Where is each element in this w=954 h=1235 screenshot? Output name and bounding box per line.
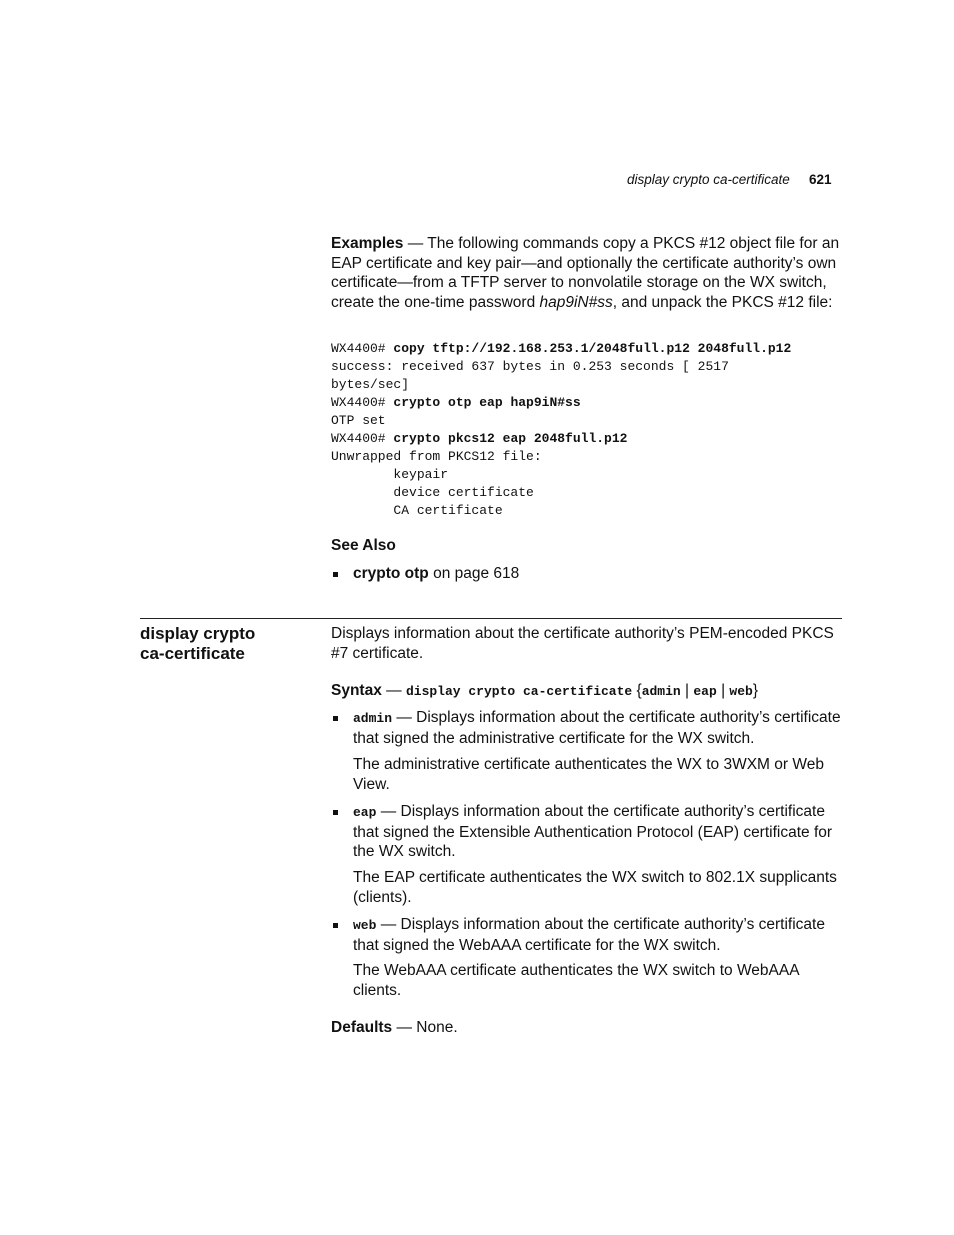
option-description: — Displays information about the certificate authority’s certificate that signed the WebAAA certificate for the WX switch.: [353, 916, 825, 954]
examples-password: hap9iN#ss: [539, 293, 613, 311]
code-line: keypair: [331, 467, 449, 482]
code-line: [331, 340, 791, 358]
code-line: device certificate: [331, 485, 534, 500]
code-line: [331, 394, 791, 412]
defaults-text: — None.: [392, 1019, 458, 1036]
syntax-brace-open: {: [632, 682, 642, 699]
examples-label: Examples: [331, 235, 404, 252]
option-item-admin: [353, 708, 841, 748]
code-prompt: WX4400#: [331, 341, 394, 356]
defaults-label: Defaults: [331, 1019, 393, 1036]
syntax-option-eap: eap: [693, 684, 717, 699]
syntax-line: [331, 681, 841, 702]
syntax-option-web: web: [729, 684, 753, 699]
examples-dash: —: [403, 235, 428, 252]
code-line: [331, 430, 791, 448]
see-also-heading: See Also: [331, 537, 396, 554]
section-divider: [140, 618, 842, 619]
code-line: Unwrapped from PKCS12 file:: [331, 449, 542, 464]
bullet-icon: [333, 923, 338, 928]
code-line: OTP set: [331, 413, 386, 428]
code-line: success: received 637 bytes in 0.253 seconds [ 2517: [331, 359, 729, 374]
section-heading: [140, 624, 310, 663]
code-prompt: WX4400#: [331, 395, 394, 410]
code-line: CA certificate: [331, 503, 503, 518]
option-item-web: [353, 915, 841, 955]
syntax-dash: —: [381, 682, 406, 699]
defaults-line: [331, 1018, 841, 1038]
option-description: — Displays information about the certificate authority’s certificate that signed the Extensible Authentication Protocol (EAP) certificate for the WX switch.: [353, 803, 833, 860]
examples-paragraph: [331, 234, 841, 312]
option-keyword: admin: [353, 711, 393, 726]
code-command: crypto otp eap hap9iN#ss: [393, 395, 581, 410]
examples-text-before: The following commands copy a PKCS #12 object file for an EAP certificate and key pair—and optionally the certificate authority’s own certificate—from a TFTP server to nonvolatile storage on the WX switch, create the one-time password: [331, 235, 840, 311]
code-line: bytes/sec]: [331, 377, 410, 392]
bullet-icon: [333, 572, 338, 577]
section-description: Displays information about the certificate authority’s PEM-encoded PKCS #7 certificate.: [331, 625, 834, 662]
code-command: crypto pkcs12 eap 2048full.p12: [393, 431, 628, 446]
option-note: The administrative certificate authenticates the WX to 3WXM or Web View.: [353, 756, 824, 793]
code-prompt: WX4400#: [331, 431, 394, 446]
syntax-command: display crypto ca-certificate: [405, 684, 633, 699]
syntax-brace-close: }: [752, 682, 758, 699]
option-description: — Displays information about the certificate authority’s certificate that signed the administrative certificate for the WX switch.: [353, 709, 841, 747]
option-keyword: web: [353, 918, 377, 933]
bullet-icon: [333, 716, 338, 721]
option-item-eap: [353, 802, 841, 862]
syntax-option-admin: admin: [641, 684, 681, 699]
see-also-page-ref: on page 618: [428, 565, 520, 582]
syntax-separator: |: [680, 682, 694, 699]
syntax-separator: |: [716, 682, 730, 699]
see-also-link[interactable]: crypto otp: [353, 565, 429, 582]
see-also-item[interactable]: [353, 564, 841, 584]
option-note: The WebAAA certificate authenticates the WX switch to WebAAA clients.: [353, 962, 799, 999]
examples-text-after: , and unpack the PKCS #12 file:: [612, 293, 833, 311]
running-header-title: display crypto ca-certificate: [627, 172, 790, 187]
code-command: copy tftp://192.168.253.1/2048full.p12 2048full.p12: [393, 341, 792, 356]
bullet-icon: [333, 810, 338, 815]
section-heading-line: display crypto: [140, 624, 256, 643]
option-keyword: eap: [353, 805, 377, 820]
code-example: [331, 340, 791, 520]
page-number: 621: [809, 172, 832, 187]
option-note: The EAP certificate authenticates the WX switch to 802.1X supplicants (clients).: [353, 869, 837, 906]
section-heading-line: ca-certificate: [140, 643, 245, 663]
syntax-label: Syntax: [331, 682, 382, 699]
